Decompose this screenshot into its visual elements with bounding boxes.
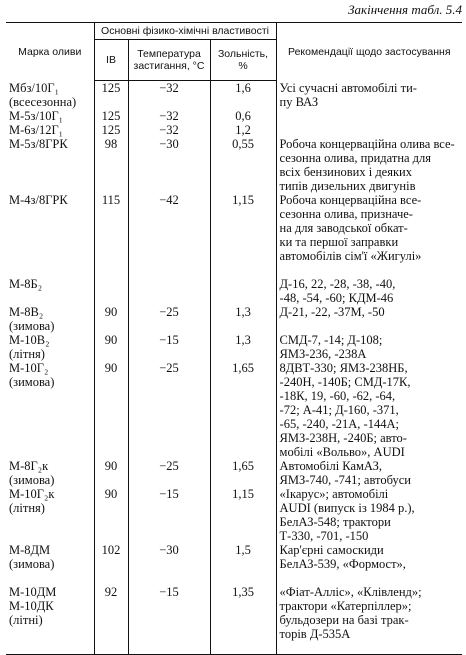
table-row [6, 333, 462, 361]
cell-recommendation [276, 137, 462, 193]
cell-viscosity-index: 98 [94, 137, 128, 193]
cell-viscosity-index [94, 277, 128, 305]
cell-recommendation-line: «Ікарус»; автомобілі [279, 486, 389, 501]
table-row [6, 109, 462, 123]
cell-ash-content [210, 277, 276, 305]
cell-oil-brand [6, 137, 94, 193]
cell-recommendation-line: Т-330, -701, -150 [279, 528, 369, 543]
cell-oil-brand [6, 361, 94, 459]
cell-oil-brand [6, 193, 94, 277]
cell-recommendation-line: 8ДВТ-330; ЯМЗ-238НБ, [279, 360, 408, 375]
cell-ash-content: 1,2 [210, 123, 276, 137]
table-caption: Закінчення табл. 5.4 [348, 2, 462, 17]
cell-ash-content: 1,5 [210, 543, 276, 585]
cell-recommendation-line: -72; А-41; Д-160, -371, [279, 402, 399, 417]
cell-oil-brand-line: М-6з/12Г₁ [9, 122, 64, 137]
cell-recommendation-line: трактори «Катерпіллер»; [279, 598, 412, 613]
cell-oil-brand-line: (літня) [9, 500, 45, 515]
cell-oil-brand [6, 123, 94, 137]
cell-recommendation-line: Робоча концерваційна олива все- [279, 136, 455, 151]
cell-recommendation [276, 333, 462, 361]
cell-recommendation-line: мобілі «Вольво», AUDI [279, 444, 405, 459]
cell-ash-content: 1,15 [210, 193, 276, 277]
cell-oil-brand-line: М-10ДМ [9, 584, 57, 599]
cell-recommendation-line: Усі сучасні автомобілі ти- [279, 80, 417, 95]
cell-recommendation-line: типів дизельних двигунів [279, 178, 416, 193]
cell-pour-point: −32 [128, 109, 210, 123]
cell-pour-point: −25 [128, 459, 210, 487]
table-row [6, 123, 462, 137]
cell-oil-brand [6, 585, 94, 655]
table-row [6, 193, 462, 277]
cell-recommendation-line: БелАЗ-548; трактори [279, 514, 391, 529]
cell-recommendation [276, 361, 462, 459]
cell-recommendation [276, 487, 462, 543]
cell-pour-point: −25 [128, 361, 210, 459]
cell-recommendation-line: AUDI (випуск із 1984 р.), [279, 500, 415, 515]
cell-oil-brand-line: М-10Г₂к [9, 486, 55, 501]
table-row [6, 543, 462, 585]
cell-recommendation [276, 81, 462, 109]
cell-recommendation-line: ки та першої заправки [279, 234, 399, 249]
table-body [6, 81, 462, 655]
cell-pour-point: −25 [128, 305, 210, 333]
header-pour-point: Температура застигання, °С [128, 40, 210, 81]
cell-oil-brand-line: (зимова) [9, 556, 55, 571]
cell-recommendation-line: сезонна олива, придатна для [279, 150, 432, 165]
cell-oil-brand [6, 305, 94, 333]
cell-oil-brand-line: М-10ДК [9, 598, 54, 613]
cell-oil-brand-line: Мбз/10Г₁ [9, 80, 59, 95]
oil-properties-table [6, 22, 462, 655]
cell-oil-brand-line: (всесезонна) [9, 94, 77, 109]
cell-oil-brand [6, 487, 94, 543]
cell-recommendation-line: «Фіат-Алліс», «Клівленд»; [279, 584, 422, 599]
cell-viscosity-index: 125 [94, 123, 128, 137]
cell-ash-content: 1,65 [210, 361, 276, 459]
cell-recommendation-line: всіх бензинових і деяких [279, 164, 412, 179]
cell-pour-point: −30 [128, 543, 210, 585]
table-row [6, 305, 462, 333]
cell-oil-brand-line: (зимова) [9, 472, 55, 487]
cell-recommendation [276, 459, 462, 487]
header-recommendations: Рекомендації щодо застосування [276, 23, 462, 81]
cell-ash-content: 1,35 [210, 585, 276, 655]
cell-ash-content: 1,65 [210, 459, 276, 487]
cell-pour-point: −32 [128, 123, 210, 137]
cell-recommendation-line: пу ВАЗ [279, 94, 319, 109]
cell-ash-content: 1,3 [210, 305, 276, 333]
cell-recommendation [276, 305, 462, 333]
cell-recommendation-line: Робоча концерваційна все- [279, 192, 422, 207]
cell-pour-point: −15 [128, 333, 210, 361]
cell-oil-brand-line: М-8Б₂ [9, 276, 43, 291]
cell-recommendation [276, 543, 462, 585]
cell-recommendation-line: Д-16, 22, -28, -38, -40, [279, 276, 396, 291]
cell-recommendation-line: Автомобілі КамАЗ, [279, 458, 383, 473]
cell-recommendation-line: на для заводської обкат- [279, 220, 408, 235]
cell-oil-brand-line: М-5з/8ГРК [9, 136, 68, 151]
table-row [6, 459, 462, 487]
cell-recommendation-line: -65, -240, -21А, -144А; [279, 416, 399, 431]
cell-oil-brand-line: (літні) [9, 612, 43, 627]
cell-ash-content: 0,6 [210, 109, 276, 123]
cell-oil-brand-line: М-10Г₂ [9, 360, 49, 375]
table-row [6, 137, 462, 193]
cell-pour-point: −32 [128, 81, 210, 109]
cell-oil-brand-line: М-4з/8ГРК [9, 192, 68, 207]
cell-recommendation-line: ЯМЗ-740, -741; автобуси [279, 472, 411, 487]
cell-ash-content: 1,3 [210, 333, 276, 361]
cell-pour-point: −30 [128, 137, 210, 193]
cell-recommendation [276, 277, 462, 305]
cell-ash-content: 0,55 [210, 137, 276, 193]
cell-oil-brand [6, 333, 94, 361]
cell-recommendation-line: БелАЗ-539, «Формост», [279, 556, 406, 571]
cell-oil-brand-line: М-10В₂ [9, 332, 50, 347]
table-row [6, 361, 462, 459]
cell-recommendation-line: торів Д-535А [279, 626, 351, 641]
cell-viscosity-index: 90 [94, 459, 128, 487]
cell-ash-content: 1,6 [210, 81, 276, 109]
cell-oil-brand-line: М-8ДМ [9, 542, 51, 557]
cell-pour-point [128, 277, 210, 305]
cell-viscosity-index: 90 [94, 487, 128, 543]
cell-viscosity-index: 90 [94, 305, 128, 333]
cell-recommendation-line: Д-21, -22, -37М, -50 [279, 304, 385, 319]
cell-recommendation [276, 109, 462, 123]
cell-viscosity-index: 102 [94, 543, 128, 585]
table-row [6, 585, 462, 655]
cell-oil-brand-line: (літня) [9, 346, 45, 361]
cell-pour-point: −15 [128, 487, 210, 543]
header-properties-group: Основні фізико-хімічні властивості [94, 23, 276, 40]
cell-oil-brand [6, 81, 94, 109]
cell-oil-brand [6, 459, 94, 487]
cell-viscosity-index: 125 [94, 81, 128, 109]
cell-recommendation-line: Кар'єрні самоскиди [279, 542, 384, 557]
cell-pour-point: −42 [128, 193, 210, 277]
table-row [6, 81, 462, 109]
cell-viscosity-index: 125 [94, 109, 128, 123]
cell-viscosity-index: 90 [94, 361, 128, 459]
cell-oil-brand [6, 277, 94, 305]
cell-pour-point: −15 [128, 585, 210, 655]
cell-oil-brand [6, 543, 94, 585]
table-row [6, 487, 462, 543]
cell-recommendation-line: -18К, 19, -60, -62, -64, [279, 388, 396, 403]
cell-oil-brand-line: М-8В₂ [9, 304, 44, 319]
cell-recommendation-line: ЯМЗ-236, -238А [279, 346, 367, 361]
cell-recommendation-line: -48, -54, -60; КДМ-46 [279, 290, 394, 305]
cell-recommendation-line: СМД-7, -14; Д-108; [279, 332, 383, 347]
cell-oil-brand-line: (зимова) [9, 374, 55, 389]
cell-viscosity-index: 115 [94, 193, 128, 277]
header-brand: Марка оливи [6, 23, 94, 81]
cell-viscosity-index: 92 [94, 585, 128, 655]
cell-oil-brand-line: (зимова) [9, 318, 55, 333]
cell-recommendation-line: -240Н, -140Б; СМД-17К, [279, 374, 411, 389]
cell-recommendation [276, 193, 462, 277]
cell-oil-brand [6, 109, 94, 123]
header-ash-content: Зольність, % [210, 40, 276, 81]
cell-recommendation [276, 123, 462, 137]
cell-viscosity-index: 90 [94, 333, 128, 361]
cell-ash-content: 1,15 [210, 487, 276, 543]
cell-recommendation-line: автомобілів сім'ї «Жигулі» [279, 248, 422, 263]
cell-oil-brand-line: М-5з/10Г₁ [9, 108, 64, 123]
table-row [6, 277, 462, 305]
cell-recommendation-line: сезонна олива, призначе- [279, 206, 413, 221]
cell-recommendation [276, 585, 462, 655]
cell-recommendation-line: бульдозери на базі трак- [279, 612, 409, 627]
cell-recommendation-line: ЯМЗ-238Н, -240Б; авто- [279, 430, 407, 445]
cell-oil-brand-line: М-8Г₂к [9, 458, 49, 473]
header-viscosity-index: ІВ [94, 40, 128, 81]
